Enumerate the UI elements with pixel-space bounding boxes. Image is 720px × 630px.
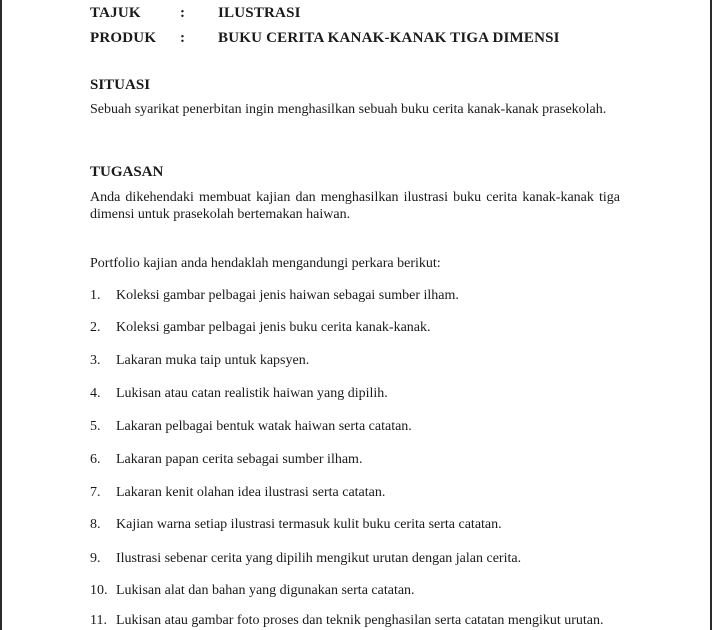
list-item-number: 4. — [90, 386, 101, 401]
list-item-text: Lakaran kenit olahan idea ilustrasi serta catatan. — [116, 485, 386, 500]
list-item — [90, 419, 412, 435]
list-item-number: 2. — [90, 320, 101, 335]
list-item — [90, 551, 521, 567]
produk-colon: : — [180, 30, 186, 46]
tugasan-heading: TUGASAN — [90, 164, 164, 180]
produk-value: BUKU CERITA KANAK-KANAK TIGA DIMENSI — [218, 30, 560, 46]
list-item-text: Koleksi gambar pelbagai jenis buku cerita kanak-kanak. — [116, 320, 431, 335]
list-item-number: 3. — [90, 353, 101, 368]
situasi-text: Sebuah syarikat penerbitan ingin menghasilkan sebuah buku cerita kanak-kanak prasekolah. — [90, 102, 607, 117]
list-item — [90, 288, 459, 304]
list-item — [90, 517, 502, 533]
list-item-text: Kajian warna setiap ilustrasi termasuk kulit buku cerita serta catatan. — [116, 517, 502, 532]
list-item-text: Lukisan atau catan realistik haiwan yang dipilih. — [116, 386, 388, 401]
tajuk-label: TAJUK — [90, 5, 141, 21]
list-item-number: 11. — [90, 613, 107, 628]
list-item-text: Lukisan atau gambar foto proses dan teknik penghasilan serta catatan mengikut urutan. — [116, 613, 604, 628]
list-item-number: 9. — [90, 551, 101, 566]
list-item-number: 8. — [90, 517, 101, 532]
tajuk-value: ILUSTRASI — [218, 5, 301, 21]
list-item-number: 10. — [90, 583, 108, 598]
list-item-text: Lakaran muka taip untuk kapsyen. — [116, 353, 310, 368]
tajuk-colon: : — [180, 5, 186, 21]
list-item-text: Koleksi gambar pelbagai jenis haiwan sebagai sumber ilham. — [116, 288, 459, 303]
list-item — [90, 485, 385, 501]
list-item-number: 1. — [90, 288, 101, 303]
portfolio-intro: Portfolio kajian anda hendaklah mengandungi perkara berikut: — [90, 256, 441, 271]
list-item — [90, 353, 309, 369]
situasi-heading: SITUASI — [90, 77, 151, 93]
list-item-number: 6. — [90, 452, 101, 467]
list-item — [90, 583, 415, 599]
list-item-text: Lakaran pelbagai bentuk watak haiwan serta catatan. — [116, 419, 412, 434]
list-item-text: Ilustrasi sebenar cerita yang dipilih mengikut urutan dengan jalan cerita. — [116, 551, 522, 566]
list-item-text: Lukisan alat dan bahan yang digunakan serta catatan. — [116, 583, 415, 598]
list-item — [90, 613, 604, 629]
list-item — [90, 452, 362, 468]
tugasan-text: Anda dikehendaki membuat kajian dan menghasilkan ilustrasi buku cerita kanak-kanak tiga dimensi untuk prasekolah bertemakan haiwan. — [90, 190, 620, 222]
produk-label: PRODUK — [90, 30, 157, 46]
list-item — [90, 320, 431, 336]
list-item — [90, 386, 388, 402]
list-item-text: Lakaran papan cerita sebagai sumber ilham. — [116, 452, 363, 467]
list-item-number: 5. — [90, 419, 101, 434]
list-item-number: 7. — [90, 485, 101, 500]
